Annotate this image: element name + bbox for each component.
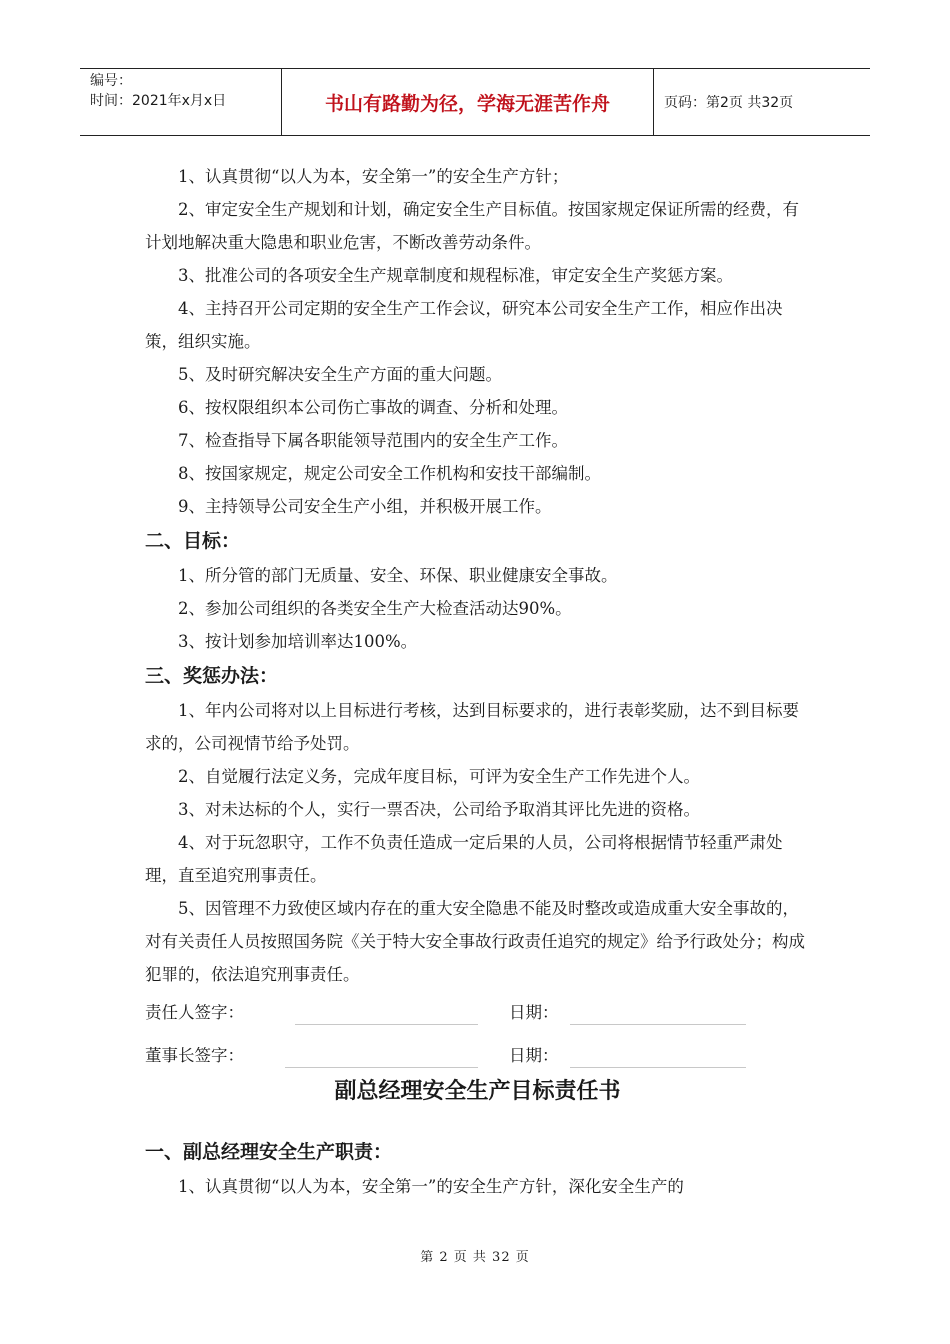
header-meta: [80, 69, 282, 135]
responsibility-item: 3、批准公司的各项安全生产规章制度和规程标准，审定安全生产奖惩方案。: [178, 266, 733, 285]
reward-item: 3、对未达标的个人，实行一票否决，公司给予取消其评比先进的资格。: [178, 800, 700, 819]
responsibility-item: 9、主持领导公司安全生产小组，并积极开展工作。: [178, 497, 552, 516]
main-content: [145, 160, 810, 1077]
page-header: [80, 68, 870, 136]
responsible-signature-label: 责任人签字：: [145, 1003, 244, 1022]
responsibility-item: 5、及时研究解决安全生产方面的重大问题。: [178, 365, 502, 384]
section-two: [145, 1134, 810, 1203]
goals-heading: 二、目标：: [145, 530, 241, 552]
chairman-signature-label: 董事长签字：: [145, 1046, 244, 1065]
responsibility-item: 2、审定安全生产规划和计划，确定安全生产目标值。按国家规定保证所需的经费，有计划地解决重大隐患和职业危害，不断改善劳动条件。: [145, 200, 799, 252]
responsibility-item: 4、主持召开公司定期的安全生产工作会议，研究本公司安全生产工作，相应作出决策，组织实施。: [145, 299, 783, 351]
reward-item: 1、年内公司将对以上目标进行考核，达到目标要求的，进行表彰奖励，达不到目标要求的，公司视情节给予处罚。: [145, 701, 799, 753]
responsibility-item: 8、按国家规定，规定公司安全工作机构和安技干部编制。: [178, 464, 601, 483]
header-motto: 书山有路勤为径，学海无涯苦作舟: [282, 69, 654, 135]
responsibility-item: 6、按权限组织本公司伤亡事故的调查、分析和处理。: [178, 398, 568, 417]
reward-item: 4、对于玩忽职守，工作不负责任造成一定后果的人员，公司将根据情节轻重严肃处理，直至追究刑事责任。: [145, 833, 783, 885]
date-line: [570, 1067, 746, 1068]
date-label: 日期：: [509, 1046, 559, 1065]
doc-time-label: 时间：2021年x月x日: [90, 93, 227, 109]
date-line: [570, 1024, 746, 1025]
header-page-info: 页码：第2页 共32页: [664, 95, 794, 111]
reward-item: 2、自觉履行法定义务，完成年度目标，可评为安全生产工作先进个人。: [178, 767, 700, 786]
page-footer: 第 2 页 共 32 页: [420, 1250, 530, 1265]
responsibility-item: 1、认真贯彻“以人为本，安全第一”的安全生产方针；: [178, 167, 569, 186]
chairman-signature-row: [145, 1034, 810, 1077]
responsibility-item: 7、检查指导下属各职能领导范围内的安全生产工作。: [178, 431, 568, 450]
signature-line: [295, 1024, 478, 1025]
signature-line: [285, 1067, 478, 1068]
reward-item: 5、因管理不力致使区域内存在的重大安全隐患不能及时整改或造成重大安全事故的，对有关责任人员按照国务院《关于特大安全事故行政责任追究的规定》给予行政处分；构成犯罪的，依法追究刑事责任。: [145, 899, 805, 984]
document-title: 副总经理安全生产目标责任书: [334, 1079, 621, 1104]
date-label: 日期：: [509, 1003, 559, 1022]
goal-item: 1、所分管的部门无质量、安全、环保、职业健康安全事故。: [178, 566, 618, 585]
goal-item: 2、参加公司组织的各类安全生产大检查活动达90%。: [178, 599, 572, 618]
rewards-heading: 三、奖惩办法：: [145, 665, 279, 687]
section2-heading: 一、副总经理安全生产职责：: [145, 1141, 393, 1163]
goal-item: 3、按计划参加培训率达100%。: [178, 632, 418, 651]
responsible-signature-row: [145, 991, 810, 1034]
doc-number-label: 编号：: [90, 73, 132, 89]
section2-item: 1、认真贯彻“以人为本，安全第一”的安全生产方针，深化安全生产的: [178, 1177, 684, 1196]
